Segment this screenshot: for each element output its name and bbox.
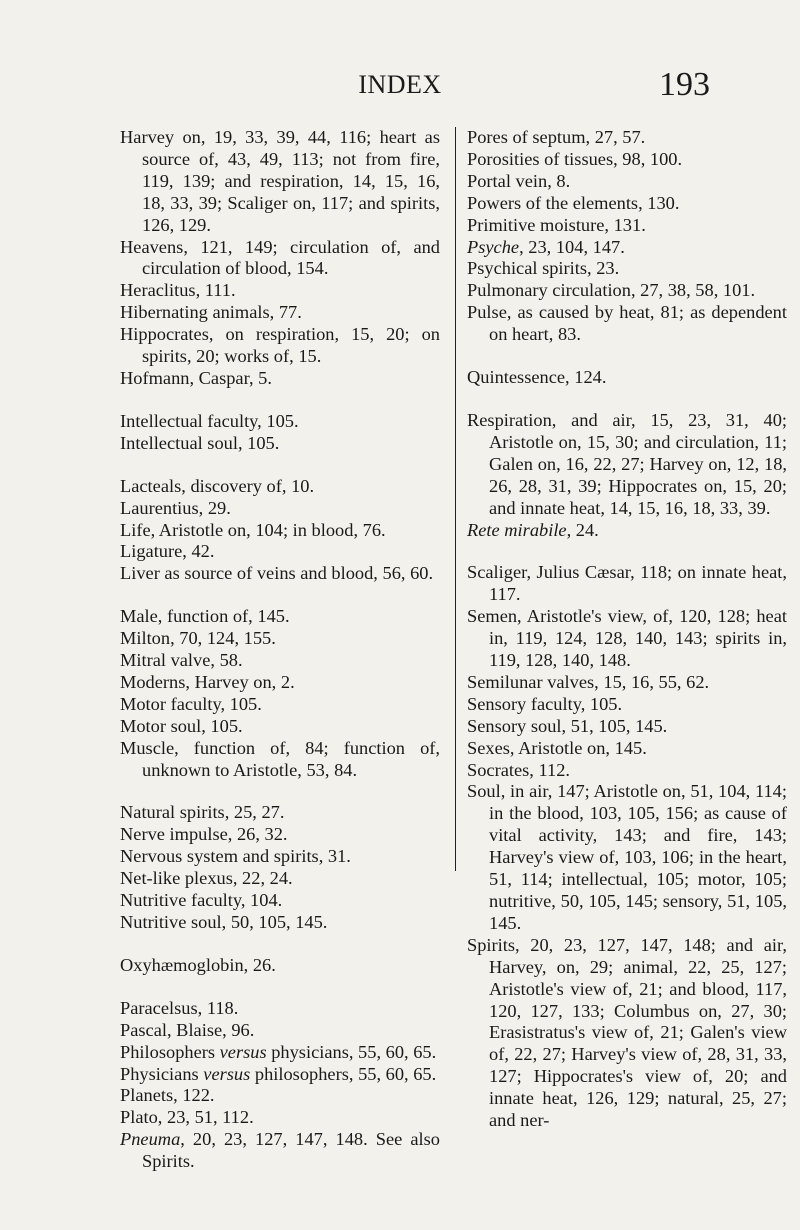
index-column-right [467,127,787,1132]
entry-text: , 23, 104, 147. [519,236,625,257]
index-entry: Liver as source of veins and blood, 56, 60. [120,563,434,584]
index-entry: Natural spirits, 25, 27. [120,802,285,823]
index-entry: Socrates, 112. [467,759,570,780]
page-header [0,66,800,106]
entry-text: Physicians [120,1063,204,1084]
index-entry: Life, Aristotle on, 104; in blood, 76. [120,519,386,540]
index-entry: Paracelsus, 118. [120,997,239,1018]
index-entry: Ligature, 42. [120,541,215,562]
index-entry: Heraclitus, 111. [120,280,236,301]
index-entry: Nerve impulse, 26, 32. [120,824,288,845]
index-entry: Planets, 122. [120,1085,215,1106]
index-entry: Porosities of tissues, 98, 100. [467,148,683,169]
index-entry [467,237,787,259]
index-entry: Sexes, Aristotle on, 145. [467,737,647,758]
index-entry: Intellectual soul, 105. [120,432,280,453]
index-entry: Primitive moisture, 131. [467,214,646,235]
entry-italic: Psyche [467,236,520,257]
index-column-left [120,127,440,1173]
index-entry: Sensory faculty, 105. [467,693,623,714]
entry-italic: Pneuma [120,1129,181,1150]
index-entry: Laurentius, 29. [120,497,231,518]
index-entry: Pulmonary circulation, 27, 38, 58, 101. [467,280,756,301]
index-entry: Heavens, 121, 149; circulation of, and circulation of blood, 154. [120,236,440,279]
index-entry: Oxyhæmoglobin, 26. [120,954,276,975]
index-entry: Hippocrates, on respiration, 15, 20; on spirits, 20; works of, 15. [120,324,440,367]
index-entry [467,520,787,542]
index-entry: Pulse, as caused by heat, 81; as dependent on heart, 83. [467,302,787,345]
index-entry: Net-like plexus, 22, 24. [120,868,293,889]
index-entry: Motor faculty, 105. [120,693,262,714]
index-entry: Harvey on, 19, 33, 39, 44, 116; heart as source of, 43, 49, 113; not from fire, 119, 139; and respiration, 14, 15, 16, 18, 33, 39; Scaliger on, 117; and spirits, 126, 129. [120,127,440,235]
entry-text: , 20, 23, 127, 147, 148. See also Spirits. [142,1129,440,1172]
entry-text: , 24. [566,519,599,540]
index-entry: Portal vein, 8. [467,170,571,191]
entry-text: Philosophers [120,1041,220,1062]
index-entry: Semilunar valves, 15, 16, 55, 62. [467,671,710,692]
index-entry: Quintessence, 124. [467,367,607,388]
index-entry: Lacteals, discovery of, 10. [120,475,315,496]
entry-text: philosophers, 55, 60, 65. [250,1063,437,1084]
index-entry: Motor soul, 105. [120,715,243,736]
index-entry: Pascal, Blaise, 96. [120,1019,255,1040]
index-entry: Soul, in air, 147; Aristotle on, 51, 104, 114; in the blood, 103, 105, 156; as cause of vital activity, 143; and fire, 143; Harvey's view of, 103, 106; in the heart, 51, 114; intellectual, 105; motor, 105; nutritive, 50, 105, 145; sensory, 51, 105, 145. [467,781,787,933]
index-entry [120,1129,440,1173]
index-entry: Nutritive faculty, 104. [120,890,283,911]
page-title: INDEX [358,70,442,99]
index-entry: Plato, 23, 51, 112. [120,1107,254,1128]
index-entry: Spirits, 20, 23, 127, 147, 148; and air, Harvey, on, 29; animal, 22, 25, 127; Aristotle's view of, 21; and blood, 117, 120, 127, 133; Columbus on, 27, 30; Erasistratus's view of, 21; Galen's view of, 22, 27; Harvey's view of, 28, 31, 33, 127; Hippocrates's view of, 20; and innate heat, 126, 129; natural, 25, 27; and ner- [467,934,787,1131]
index-entry: Scaliger, Julius Cæsar, 118; on innate heat, 117. [467,562,787,605]
entry-italic: versus [219,1041,267,1062]
index-entry: Pores of septum, 27, 57. [467,127,646,147]
index-entry: Respiration, and air, 15, 23, 31, 40; Aristotle on, 15, 30; and circulation, 11; Galen on, 16, 22, 27; Harvey on, 12, 18, 26, 28, 31, 39; Hippocrates on, 15, 20; and innate heat, 14, 15, 16, 18, 33, 39. [467,409,787,518]
index-entry: Nervous system and spirits, 31. [120,846,351,867]
index-entry: Hofmann, Caspar, 5. [120,367,272,388]
index-entry: Hibernating animals, 77. [120,302,302,323]
column-divider [455,127,456,871]
page-number: 193 [659,66,710,103]
index-entry [120,1064,440,1086]
entry-text: physicians, 55, 60, 65. [266,1041,437,1062]
index-entry: Intellectual faculty, 105. [120,410,299,431]
index-entry: Semen, Aristotle's view, of, 120, 128; heat in, 119, 124, 128, 140, 143; spirits in, 119, 128, 140, 148. [467,606,787,671]
index-entry: Mitral valve, 58. [120,650,243,671]
index-entry: Nutritive soul, 50, 105, 145. [120,912,328,932]
entry-italic: versus [203,1063,251,1084]
index-entry: Male, function of, 145. [120,606,290,627]
index-entry: Powers of the elements, 130. [467,192,680,213]
index-entry: Milton, 70, 124, 155. [120,628,276,649]
index-entry: Moderns, Harvey on, 2. [120,671,295,692]
index-entry [120,1042,440,1064]
index-entry: Sensory soul, 51, 105, 145. [467,715,668,736]
index-entry: Psychical spirits, 23. [467,258,620,279]
entry-italic: Rete mirabile [467,519,567,540]
index-entry: Muscle, function of, 84; function of, unknown to Aristotle, 53, 84. [120,737,440,780]
